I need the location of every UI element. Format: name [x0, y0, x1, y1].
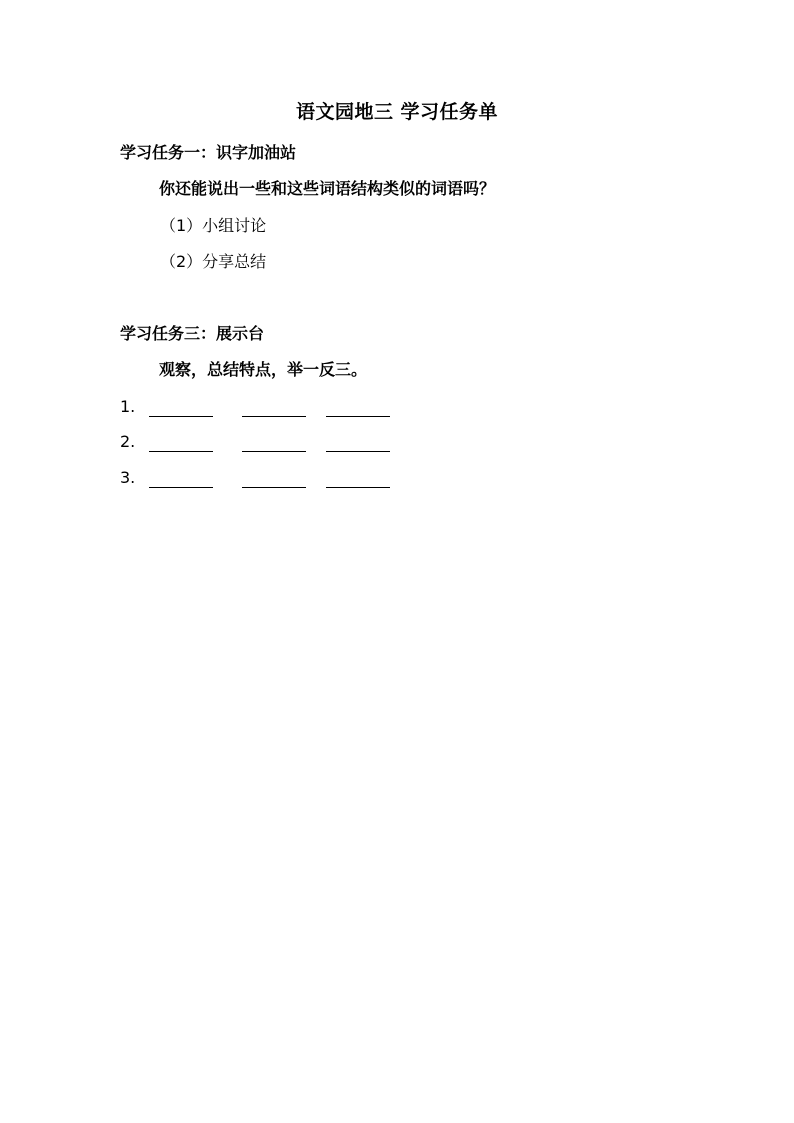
answer-blank[interactable] [149, 416, 213, 417]
answer-row-2 [120, 432, 420, 454]
answer-blank[interactable] [242, 451, 306, 452]
task3-heading: 学习任务三：展示台 [120, 324, 265, 343]
page-title: 语文园地三 学习任务单 [295, 101, 499, 123]
row-number: 1. [120, 397, 136, 416]
answer-blank[interactable] [149, 487, 213, 488]
answer-blank[interactable] [326, 487, 390, 488]
answer-row-3 [120, 468, 420, 490]
answer-blank[interactable] [149, 451, 213, 452]
row-number: 2. [120, 432, 136, 451]
answer-blank[interactable] [326, 451, 390, 452]
answer-blank[interactable] [242, 416, 306, 417]
task1-prompt: 你还能说出一些和这些词语结构类似的词语吗？ [159, 179, 496, 198]
answer-blank[interactable] [242, 487, 306, 488]
answer-row-1 [120, 397, 420, 419]
row-number: 3. [120, 468, 136, 487]
answer-blank[interactable] [326, 416, 390, 417]
task1-step-discuss: （1）小组讨论 [160, 216, 267, 235]
task1-heading: 学习任务一：识字加油站 [120, 143, 297, 162]
task3-prompt: 观察，总结特点，举一反三。 [159, 360, 368, 379]
task1-step-summary: （2）分享总结 [160, 252, 267, 271]
